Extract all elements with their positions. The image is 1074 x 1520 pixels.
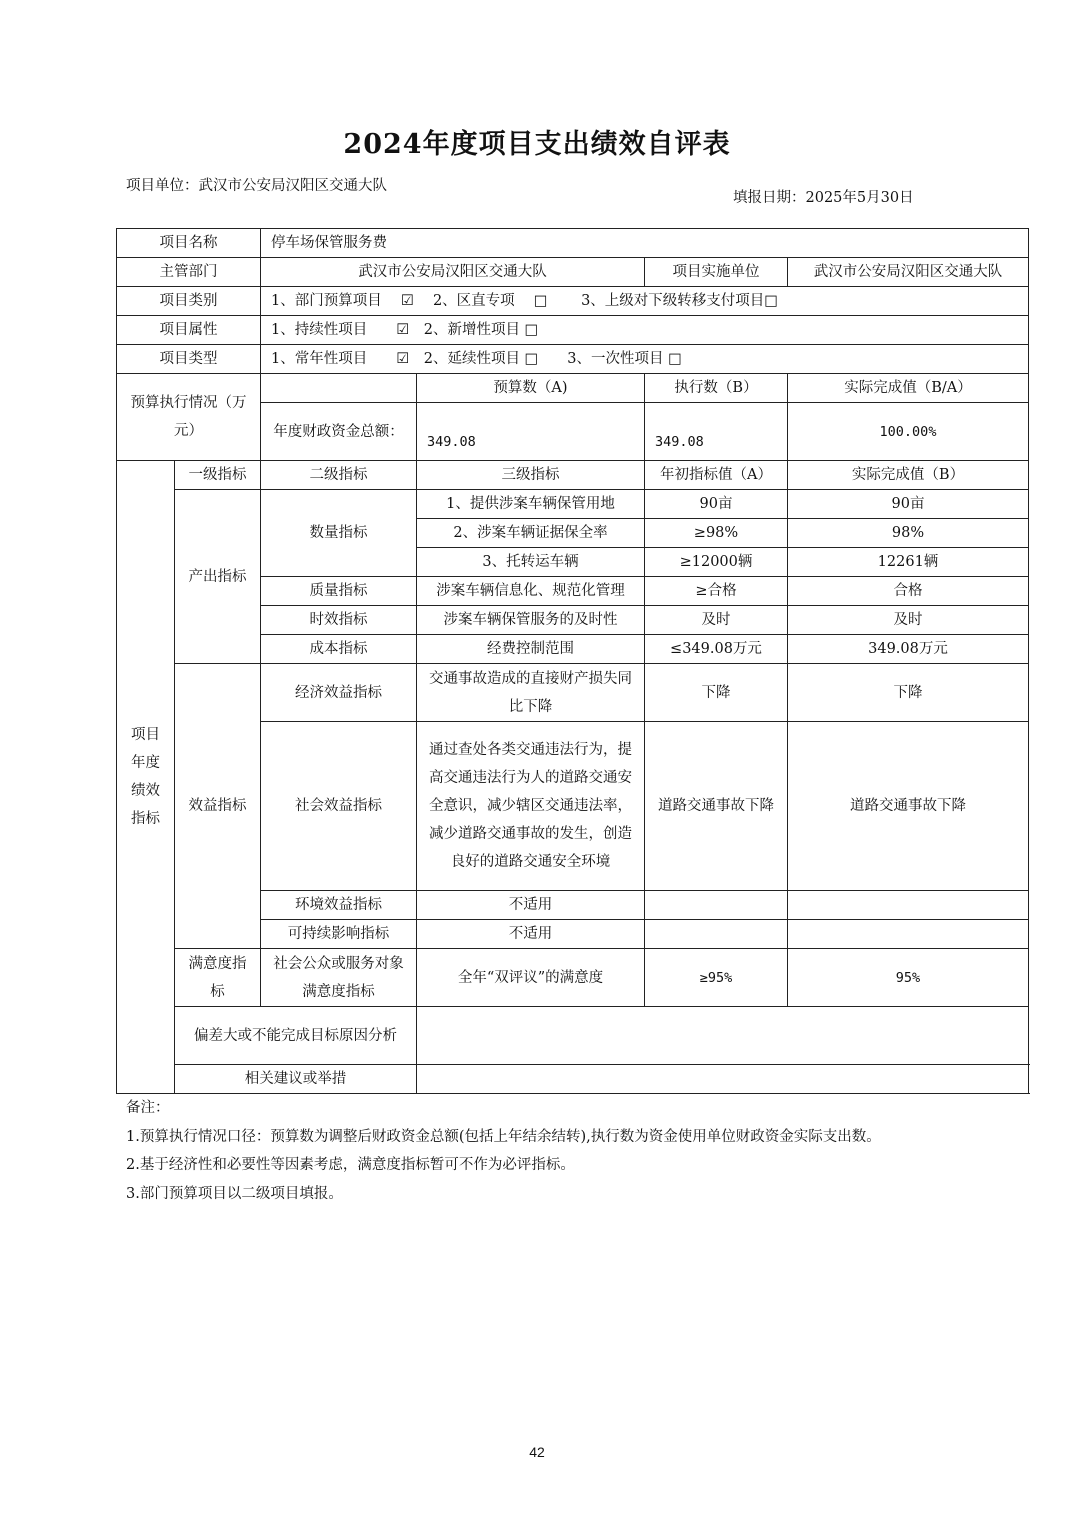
environment-label: 环境效益指标 — [261, 891, 417, 920]
timeliness-name: 涉案车辆保管服务的及时性 — [417, 606, 645, 635]
header-level3: 三级指标 — [417, 461, 645, 490]
economic-name: 交通事故造成的直接财产损失同比下降 — [417, 664, 645, 722]
project-name-label: 项目名称 — [117, 229, 261, 258]
fill-date: 填报日期：2025年5月30日 — [733, 190, 914, 206]
quantity-actual: 12261辆 — [788, 548, 1029, 577]
quantity-name: 1、提供涉案车辆保管用地 — [417, 490, 645, 519]
environment-name: 不适用 — [417, 891, 645, 920]
benefit-label: 效益指标 — [175, 664, 261, 949]
notes-heading: 备注： — [126, 1100, 170, 1116]
social-label: 社会效益指标 — [261, 722, 417, 891]
quantity-name: 2、涉案车辆证据保全率 — [417, 519, 645, 548]
quantity-actual: 98% — [788, 519, 1029, 548]
quantity-actual: 90亩 — [788, 490, 1029, 519]
satisfaction-l2: 社会公众或服务对象满意度指标 — [261, 949, 417, 1007]
output-label: 产出指标 — [175, 490, 261, 664]
budget-col-b: 执行数（B） — [645, 374, 788, 403]
economic-actual: 下降 — [788, 664, 1029, 722]
sustainable-actual — [788, 920, 1029, 949]
page-title: 2024年度项目支出绩效自评表 — [343, 129, 731, 160]
quality-name: 涉案车辆信息化、规范化管理 — [417, 577, 645, 606]
economic-target: 下降 — [645, 664, 788, 722]
cost-target: ≤349.08万元 — [645, 635, 788, 664]
satisfaction-actual: 95% — [788, 949, 1029, 1007]
impl-value: 武汉市公安局汉阳区交通大队 — [788, 258, 1029, 287]
quantity-target: ≥12000辆 — [645, 548, 788, 577]
timeliness-target: 及时 — [645, 606, 788, 635]
project-unit: 项目单位：武汉市公安局汉阳区交通大队 — [126, 178, 387, 194]
suggestion-value — [417, 1065, 1029, 1094]
satisfaction-name: 全年“双评议”的满意度 — [417, 949, 645, 1007]
dept-value: 武汉市公安局汉阳区交通大队 — [261, 258, 645, 287]
note-item: 1.预算执行情况口径：预算数为调整后财政资金总额(包括上年结余结转),执行数为资金使用单位财政资金实际支出数。 — [126, 1128, 881, 1145]
quality-label: 质量指标 — [261, 577, 417, 606]
cost-label: 成本指标 — [261, 635, 417, 664]
indicators-section-label: 项目年度绩效指标 — [117, 461, 175, 1094]
satisfaction-target: ≥95% — [645, 949, 788, 1007]
impl-label: 项目实施单位 — [645, 258, 788, 287]
environment-actual — [788, 891, 1029, 920]
quantity-target: ≥98% — [645, 519, 788, 548]
quality-actual: 合格 — [788, 577, 1029, 606]
sustainable-label: 可持续影响指标 — [261, 920, 417, 949]
sustainable-target — [645, 920, 788, 949]
note-item: 2.基于经济性和必要性等因素考虑，满意度指标暂可不作为必评指标。 — [126, 1157, 575, 1173]
notes — [126, 1094, 1026, 1208]
quantity-target: 90亩 — [645, 490, 788, 519]
dept-label: 主管部门 — [117, 258, 261, 287]
type-label: 项目类型 — [117, 345, 261, 374]
budget-col-ratio: 实际完成值（B/A） — [788, 374, 1029, 403]
quality-target: ≥合格 — [645, 577, 788, 606]
deviation-value — [417, 1007, 1029, 1065]
cost-name: 经费控制范围 — [417, 635, 645, 664]
header-actual: 实际完成值（B） — [788, 461, 1029, 490]
budget-ratio-value: 100.00% — [788, 403, 1029, 461]
header-level1: 一级指标 — [175, 461, 261, 490]
attribute-options: 1、持续性项目 ☑ 2、新增性项目 □ — [261, 316, 1029, 345]
category-label: 项目类别 — [117, 287, 261, 316]
quantity-name: 3、托转运车辆 — [417, 548, 645, 577]
timeliness-actual: 及时 — [788, 606, 1029, 635]
social-actual: 道路交通事故下降 — [788, 722, 1029, 891]
cost-actual: 349.08万元 — [788, 635, 1029, 664]
category-options: 1、部门预算项目 ☑ 2、区直专项 □ 3、上级对下级转移支付项目□ — [261, 287, 1029, 316]
evaluation-table — [116, 228, 1029, 1094]
page-number: 42 — [529, 1444, 545, 1460]
budget-col-a: 预算数（A) — [417, 374, 645, 403]
budget-row-label: 年度财政资金总额： — [261, 403, 417, 461]
environment-target — [645, 891, 788, 920]
budget-label: 预算执行情况（万元） — [117, 374, 261, 461]
satisfaction-label: 满意度指标 — [175, 949, 261, 1007]
project-name-value: 停车场保管服务费 — [261, 229, 1029, 258]
header-level2: 二级指标 — [261, 461, 417, 490]
budget-blank-header — [261, 374, 417, 403]
social-name: 通过查处各类交通违法行为，提高交通违法行为人的道路交通安全意识，减少辖区交通违法率，减少道路交通事故的发生，创造良好的道路交通安全环境 — [417, 722, 645, 891]
sustainable-name: 不适用 — [417, 920, 645, 949]
suggestion-label: 相关建议或举措 — [175, 1065, 417, 1094]
note-item: 3.部门预算项目以二级项目填报。 — [126, 1185, 343, 1202]
type-options: 1、常年性项目 ☑ 2、延续性项目 □ 3、一次性项目 □ — [261, 345, 1029, 374]
deviation-label: 偏差大或不能完成目标原因分析 — [175, 1007, 417, 1065]
header-target: 年初指标值（A） — [645, 461, 788, 490]
budget-b-value: 349.08 — [645, 403, 788, 461]
social-target: 道路交通事故下降 — [645, 722, 788, 891]
quantity-label: 数量指标 — [261, 490, 417, 577]
attribute-label: 项目属性 — [117, 316, 261, 345]
economic-label: 经济效益指标 — [261, 664, 417, 722]
budget-a-value: 349.08 — [417, 403, 645, 461]
timeliness-label: 时效指标 — [261, 606, 417, 635]
